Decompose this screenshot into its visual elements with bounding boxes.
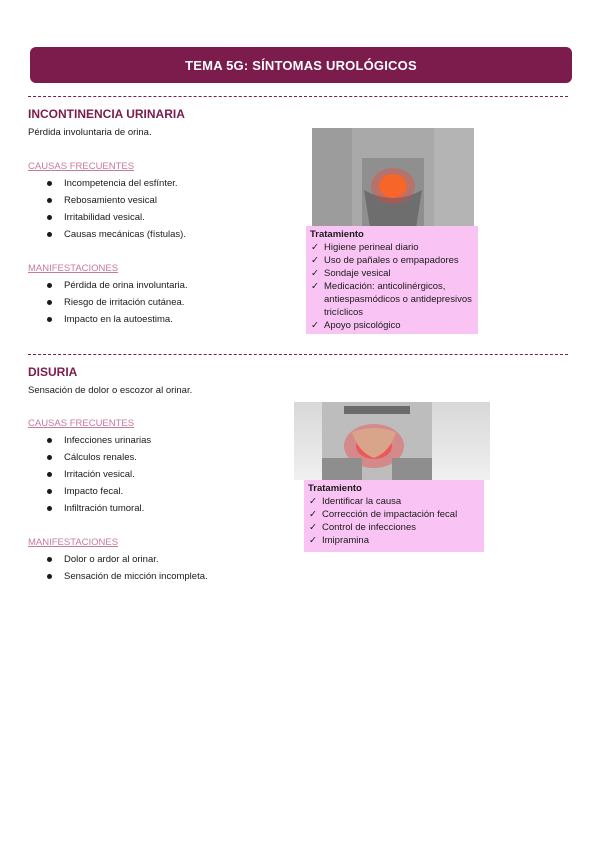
list-item: Sensación de micción incompleta. xyxy=(44,568,208,585)
section-title-incontinence: INCONTINENCIA URINARIA xyxy=(28,107,185,121)
treatment-item: ✓ Uso de pañales o empapadores xyxy=(311,255,459,266)
treatment-title: Tratamiento xyxy=(308,483,362,494)
treatment-item: ✓ Medicación: anticolinérgicos, antiespasmódicos o antidepresivos tricíclicos xyxy=(311,281,472,318)
treatment-item: ✓ Sondaje vesical xyxy=(311,268,391,279)
check-icon: ✓ xyxy=(311,320,319,331)
check-icon: ✓ xyxy=(311,281,319,292)
treatment-title: Tratamiento xyxy=(310,229,364,240)
check-icon: ✓ xyxy=(311,255,319,266)
check-icon: ✓ xyxy=(311,242,319,253)
treatment-box-dysuria xyxy=(304,480,484,552)
causes-list xyxy=(44,432,151,517)
list-item: Impacto en la autoestima. xyxy=(44,311,188,328)
list-item: Rebosamiento vesical xyxy=(44,192,186,209)
manifestations-list xyxy=(44,277,188,328)
check-icon: ✓ xyxy=(309,509,317,520)
illustration-photo-pain xyxy=(294,402,490,480)
causes-list xyxy=(44,175,186,243)
manifestations-heading: MANIFESTACIONES xyxy=(28,537,119,548)
treatment-item: ✓ Imipramina xyxy=(309,535,369,546)
list-item: Infiltración tumoral. xyxy=(44,500,151,517)
treatment-item: ✓ Identificar la causa xyxy=(309,496,402,507)
treatment-item: ✓ Corrección de impactación fecal xyxy=(309,509,458,520)
section-divider xyxy=(28,354,568,355)
list-item: Irritabilidad vesical. xyxy=(44,209,186,226)
manifestations-heading: MANIFESTACIONES xyxy=(28,263,119,274)
page-title: TEMA 5G: SÍNTOMAS UROLÓGICOS xyxy=(185,57,417,73)
list-item: Impacto fecal. xyxy=(44,483,151,500)
list-item: Incompetencia del esfínter. xyxy=(44,175,186,192)
check-icon: ✓ xyxy=(309,535,317,546)
check-icon: ✓ xyxy=(309,522,317,533)
list-item: Pérdida de orina involuntaria. xyxy=(44,277,188,294)
list-item: Dolor o ardor al orinar. xyxy=(44,551,208,568)
causes-heading: CAUSAS FRECUENTES xyxy=(28,161,135,172)
section-description: Sensación de dolor o escozor al orinar. xyxy=(28,385,193,396)
section-title-dysuria: DISURIA xyxy=(28,365,78,379)
list-item: Infecciones urinarias xyxy=(44,432,151,449)
treatment-item: ✓ Higiene perineal diario xyxy=(311,242,419,253)
check-icon: ✓ xyxy=(311,268,319,279)
section-divider xyxy=(28,96,568,97)
manifestations-list xyxy=(44,551,208,585)
section-description: Pérdida involuntaria de orina. xyxy=(28,127,152,138)
treatment-item: ✓ Control de infecciones xyxy=(309,522,416,533)
list-item: Cálculos renales. xyxy=(44,449,151,466)
title-banner xyxy=(30,47,572,83)
treatment-item: ✓ Apoyo psicológico xyxy=(311,320,401,331)
list-item: Riesgo de irritación cutánea. xyxy=(44,294,188,311)
list-item: Causas mecánicas (fístulas). xyxy=(44,226,186,243)
treatment-box-incontinence xyxy=(306,226,478,334)
check-icon: ✓ xyxy=(309,496,317,507)
illustration-photo-bladder xyxy=(312,128,474,228)
list-item: Irritación vesical. xyxy=(44,466,151,483)
causes-heading: CAUSAS FRECUENTES xyxy=(28,418,135,429)
